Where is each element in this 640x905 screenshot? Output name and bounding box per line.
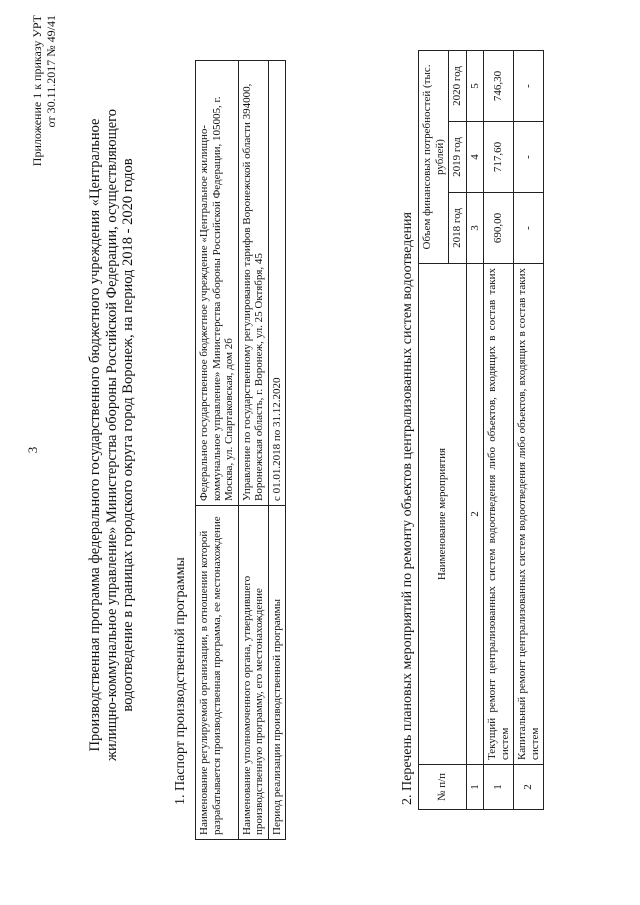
appendix-line-1: Приложение 1 к приказу УРТ [30,15,44,167]
title-line-1: Производственная программа федерального государственного бюджетного учреждения «Центральное [87,118,103,752]
passport-label: Период реализации производственной программы [268,506,286,840]
col-name-header: Наименование мероприятия [419,264,467,765]
passport-row [268,61,286,840]
row-2020: - [514,51,544,122]
row-num: 1 [484,765,514,810]
passport-row [238,61,268,840]
row-name: Капитальный ремонт централизованных систем водоотведения либо объектов, входящих в состав таких систем [514,264,544,765]
index-cell: 5 [466,51,484,122]
plan-table [418,50,544,810]
year-header: 2019 год [449,122,467,193]
row-2018: - [514,193,544,264]
year-header: 2020 год [449,51,467,122]
row-2018: 690,00 [484,193,514,264]
page-number: 3 [25,446,40,454]
plan-row [514,51,544,810]
section-2-heading: 2. Перечень плановых мероприятий по ремонту объектов централизованных систем водоотведения [400,212,415,805]
appendix-line-2: от 30.11.2017 № 49/41 [44,15,58,128]
col-volume-header: Объем финансовых потребностей (тыс. рублей) [419,51,449,264]
passport-row [196,61,239,840]
passport-label: Наименование регулируемой организации, в отношении которой разрабатывается производственная программа, ее местонахождение [196,506,239,840]
index-cell: 2 [466,264,484,765]
title-line-3: водоотведение в границах городского округа город Воронеж, на период 2018 - 2020 годов [120,158,136,712]
section-1-heading: 1. Паспорт производственной программы [173,557,188,805]
col-num-header: № п/п [419,765,467,810]
index-cell: 3 [466,193,484,264]
index-cell: 4 [466,122,484,193]
document-title [87,55,137,815]
row-name: Текущий ремонт централизованных систем водоотведения либо объектов, входящих в состав таких систем [484,264,514,765]
passport-value: с 01.01.2018 по 31.12.2020 [268,61,286,506]
passport-value: Федеральное государственное бюджетное учреждение «Центральное жилищно-коммунальное управление» Министерства обороны Российской Федерации, 105005, г. Москва, ул. Спартаковская, дом 2б [196,61,239,506]
passport-value: Управление по государственному регулированию тарифов Воронежской области 394000, Воронежская область, г. Воронеж, ул. 25 Октября, 45 [238,61,268,506]
title-line-2: жилищно-коммунальное управление» Министерства обороны Российской Федерации, осуществляющего [103,108,120,762]
passport-label: Наименование уполномоченного органа, утвердившего производственную программу, его местонахождение [238,506,268,840]
row-2019: 717,60 [484,122,514,193]
row-2020: 746,30 [484,51,514,122]
index-cell: 1 [466,765,484,810]
passport-table [195,60,286,840]
row-2019: - [514,122,544,193]
year-header: 2018 год [449,193,467,264]
appendix-note [30,15,58,215]
plan-row [484,51,514,810]
plan-index-row [466,51,484,810]
row-num: 2 [514,765,544,810]
plan-header-row [419,51,449,810]
